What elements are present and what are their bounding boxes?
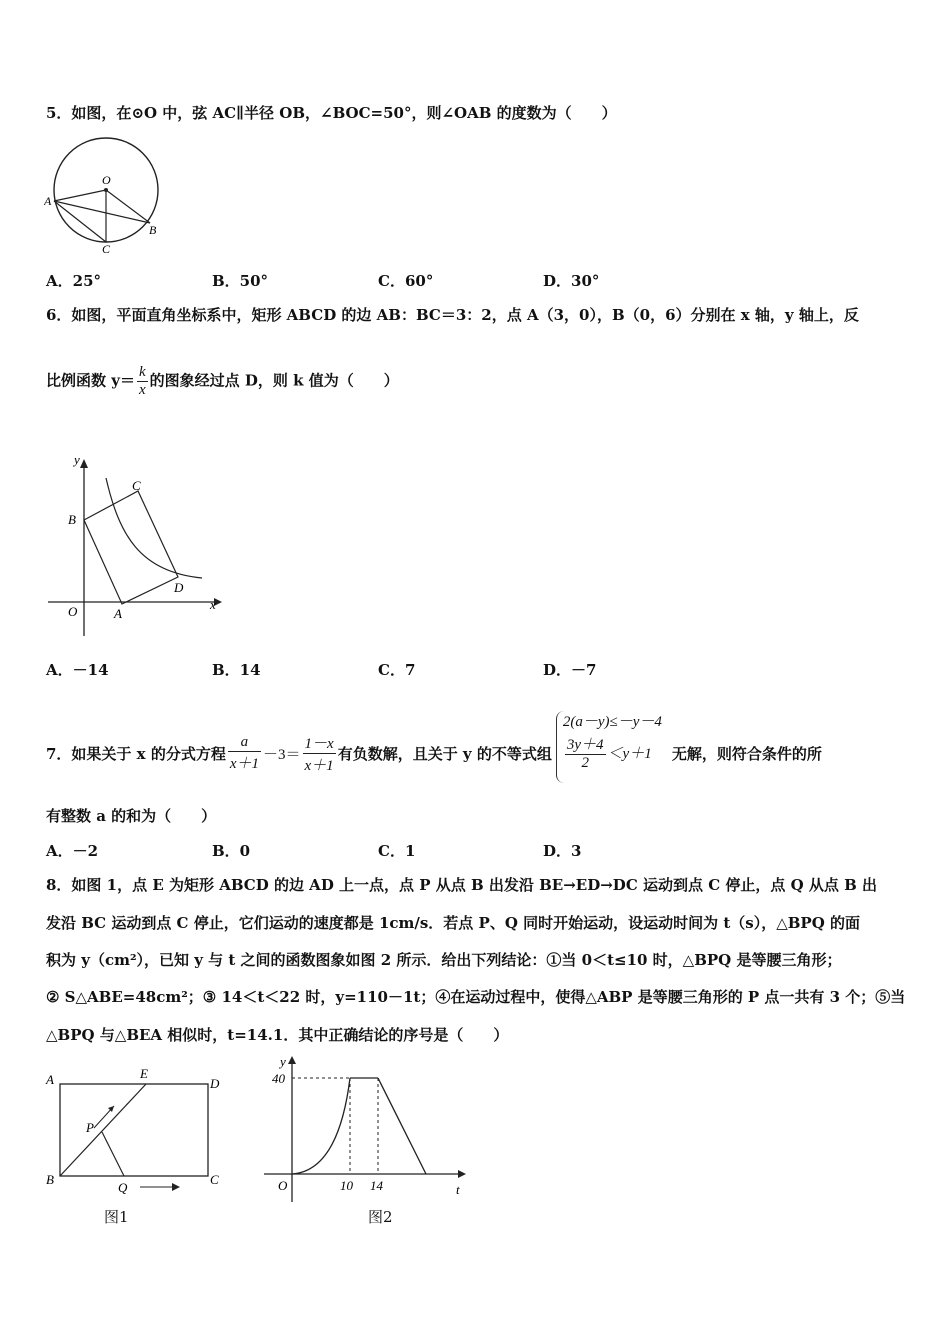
q7-ineq2-den: 2 (581, 755, 589, 771)
q8-figure-2-caption: 图2 (368, 1208, 393, 1226)
label-o: O (102, 173, 111, 187)
q7-fraction-2 (303, 732, 336, 775)
label-b: B (68, 512, 76, 527)
q8-line2: 发沿 BC 运动到点 C 停止，它们运动的速度都是 1cm/s．若点 P、Q 同时开始运动，设运动时间为 t（s），△BPQ 的面 (46, 914, 860, 932)
q7-ineq1: 2(a－y)≤－y－4 (562, 714, 662, 730)
q5-option-a[interactable]: A．25° (46, 272, 102, 290)
q7-option-b[interactable]: B．0 (212, 842, 251, 860)
q7-frac2-den: x＋1 (304, 757, 334, 774)
q7-line1 (46, 714, 822, 789)
q7-option-c[interactable]: C．1 (378, 842, 416, 860)
q7-mid: －3＝ (263, 746, 301, 763)
rectangle-abcd (60, 1084, 208, 1176)
label-y: y (280, 1054, 286, 1069)
label-a: A (44, 194, 52, 208)
label-c: C (132, 478, 141, 493)
label-b: B (149, 223, 157, 237)
label-d: D (210, 1076, 220, 1091)
q5-stem: 5．如图，在⊙O 中，弦 AC∥半径 OB，∠BOC=50°，则∠OAB 的度数为（ ） (46, 104, 617, 122)
label-14: 14 (370, 1178, 383, 1193)
arrow-q-head (172, 1183, 180, 1191)
q7-pre: 7．如果关于 x 的分式方程 (46, 744, 226, 763)
q5-circle-figure (44, 134, 164, 254)
q6-option-a[interactable]: A．－14 (46, 661, 109, 679)
label-x: x (210, 597, 216, 612)
q7-ineq2 (563, 733, 662, 772)
q5-option-d[interactable]: D．30° (543, 272, 600, 290)
q5-option-c[interactable]: C．60° (378, 272, 434, 290)
q5-option-b[interactable]: B．50° (212, 272, 269, 290)
q6-fraction-k-over-x (137, 364, 148, 399)
q8-figure-2 (262, 1052, 472, 1204)
q7-frac2-num: 1－x (303, 732, 336, 754)
label-c: C (102, 242, 111, 254)
q8-line1: 8．如图 1，点 E 为矩形 ABCD 的边 AD 上一点，点 P 从点 B 出发沿 BE→ED→DC 运动到点 C 停止，点 Q 从点 B 出 (46, 876, 877, 894)
q8-figure-1-caption: 图1 (104, 1208, 129, 1226)
label-a: A (114, 606, 122, 621)
q6-line2 (46, 364, 399, 399)
descending-segment (378, 1078, 426, 1174)
q6-option-c[interactable]: C．7 (378, 661, 416, 679)
q7-inequality-system (556, 711, 662, 783)
q7-ineq2-rhs: ＜y＋1 (607, 746, 652, 762)
label-y: y (74, 454, 80, 467)
label-p: P (86, 1120, 94, 1135)
q7-tail: 无解，则符合条件的所 (671, 744, 822, 763)
label-d: D (174, 580, 184, 595)
label-c: C (210, 1172, 219, 1187)
q6-coordinate-figure (44, 454, 230, 640)
q8-line4: ② S△ABE=48cm²；③ 14＜t＜22 时，y=110－1t；④在运动过程中，使得△ABP 是等腰三角形的 P 点一共有 3 个；⑤当 (46, 988, 906, 1006)
label-10: 10 (340, 1178, 353, 1193)
center-point (104, 188, 108, 192)
t-axis-arrow (458, 1170, 466, 1178)
label-q: Q (118, 1180, 128, 1194)
q6-line1: 6．如图，平面直角坐标系中，矩形 ABCD 的边 AB：BC＝3：2，点 A（3，0），B（0，6）分别在 x 轴，y 轴上，反 (46, 306, 859, 324)
q8-figure-1 (42, 1066, 232, 1194)
segment-be (60, 1084, 146, 1176)
y-axis-arrow (288, 1056, 296, 1064)
label-o: O (68, 604, 78, 619)
q7-fraction-1 (228, 734, 261, 773)
q7-frac1-den: x＋1 (229, 755, 259, 772)
label-b: B (46, 1172, 54, 1187)
segment-ao (54, 190, 106, 201)
label-t: t (456, 1182, 460, 1197)
q6-line2-pre: 比例函数 y＝ (46, 371, 135, 390)
q7-post: 有负数解，且关于 y 的不等式组 (337, 744, 552, 763)
q6-line2-post: 的图象经过点 D，则 k 值为（ ） (149, 371, 399, 390)
q7-ineq2-fraction (565, 733, 606, 772)
curve-segment (292, 1078, 350, 1174)
y-axis-arrow (80, 459, 88, 468)
label-o: O (278, 1178, 288, 1193)
q7-option-d[interactable]: D．3 (543, 842, 582, 860)
q8-line5: △BPQ 与△BEA 相似时，t=14.1．其中正确结论的序号是（ ） (46, 1026, 509, 1044)
q6-option-d[interactable]: D．－7 (543, 661, 597, 679)
q6-frac-den: x (138, 382, 146, 398)
segment-pq (102, 1132, 124, 1176)
q7-ineq2-num: 3y＋4 (565, 733, 606, 755)
q6-option-b[interactable]: B．14 (212, 661, 261, 679)
q6-frac-num: k (138, 364, 146, 380)
q7-option-a[interactable]: A．－2 (46, 842, 99, 860)
rectangle-abcd (84, 491, 178, 604)
q7-frac1-num: a (228, 734, 261, 752)
label-40: 40 (272, 1071, 285, 1086)
label-e: E (140, 1066, 148, 1081)
q8-line3: 积为 y（cm²），已知 y 与 t 之间的函数图象如图 2 所示．给出下列结论：①当 0＜t≤10 时，△BPQ 是等腰三角形； (46, 951, 842, 969)
q7-line2: 有整数 a 的和为（ ） (46, 807, 217, 825)
hyperbola-curve (106, 478, 202, 578)
label-a: A (46, 1072, 54, 1087)
